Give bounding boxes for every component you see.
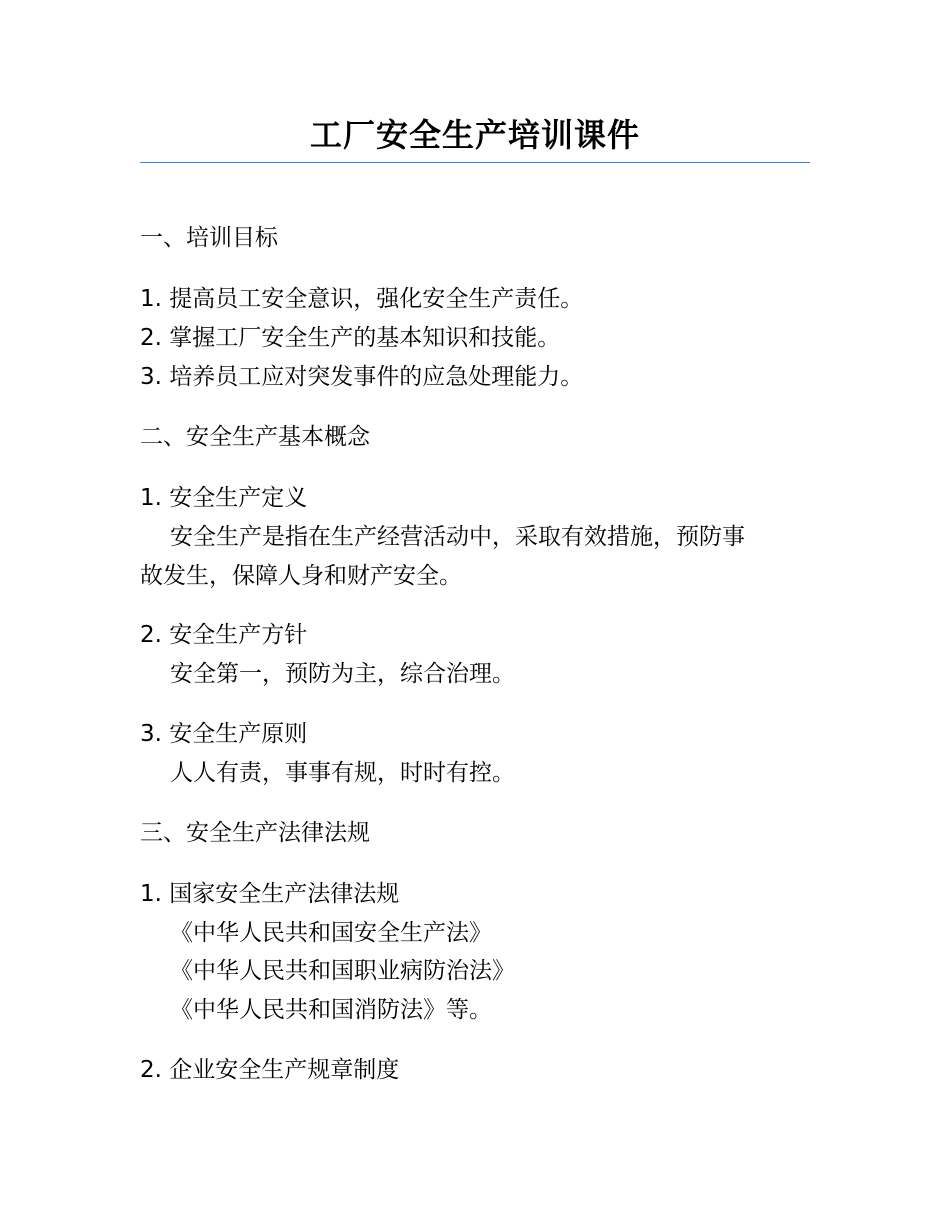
concept-definition-body-line-2: 故发生，保障人身和财产安全。 [140, 563, 462, 589]
document-title: 工厂安全生产培训课件 [309, 116, 640, 154]
goal-item-3: 3. 培养员工应对突发事件的应急处理能力。 [140, 364, 584, 390]
concept-principle-title: 3. 安全生产原则 [140, 721, 308, 747]
law-item-3: 《中华人民共和国消防法》等。 [170, 997, 492, 1023]
law-item-1: 《中华人民共和国安全生产法》 [170, 920, 492, 946]
concept-definition-title: 1. 安全生产定义 [140, 485, 308, 511]
goal-item-2: 2. 掌握工厂安全生产的基本知识和技能。 [140, 325, 561, 351]
title-divider [140, 162, 810, 163]
section-heading-laws: 三、安全生产法律法规 [140, 820, 370, 846]
enterprise-rules-title: 2. 企业安全生产规章制度 [140, 1057, 400, 1083]
law-item-2: 《中华人民共和国职业病防治法》 [170, 958, 515, 984]
goal-item-1: 1. 提高员工安全意识，强化安全生产责任。 [140, 286, 584, 312]
section-heading-training-goals: 一、培训目标 [140, 225, 278, 251]
concept-definition-body-line-1: 安全生产是指在生产经营活动中，采取有效措施，预防事 [170, 524, 745, 550]
concept-principle-body: 人人有责，事事有规，时时有控。 [170, 760, 515, 786]
concept-policy-title: 2. 安全生产方针 [140, 622, 308, 648]
national-laws-title: 1. 国家安全生产法律法规 [140, 881, 400, 907]
concept-policy-body: 安全第一，预防为主，综合治理。 [170, 661, 515, 687]
section-heading-basic-concepts: 二、安全生产基本概念 [140, 424, 370, 450]
